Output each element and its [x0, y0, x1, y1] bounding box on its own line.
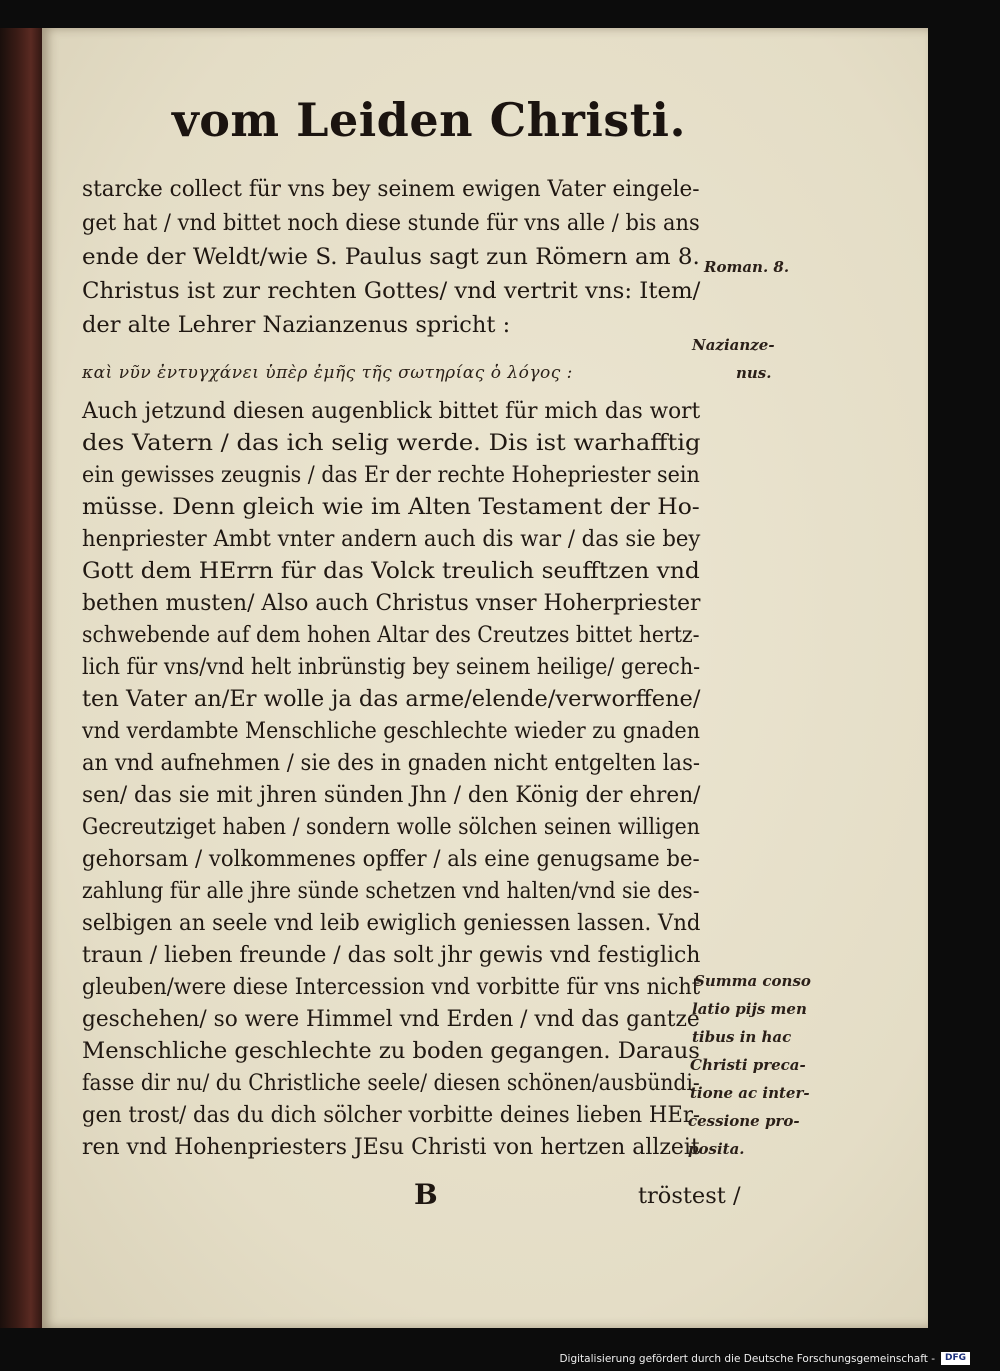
- text-line: starcke collect für vns bey seinem ewigen Vater eingele-: [82, 176, 700, 202]
- marginal-note-summa: tibus in hac: [692, 1028, 792, 1046]
- digitization-footer: [559, 1352, 970, 1365]
- text-line: gleuben/were diese Intercession vnd vorbitte für vns nicht: [82, 974, 701, 1000]
- text-line: ein gewisses zeugnis / das Er der rechte Hohepriester sein: [82, 462, 700, 488]
- text-line: Menschliche geschlechte zu boden gegangen. Daraus: [82, 1038, 700, 1064]
- marginal-note-summa: tione ac inter-: [690, 1084, 810, 1102]
- text-line: zahlung für alle jhre sünde schetzen vnd halten/vnd sie des-: [82, 878, 700, 904]
- text-line: vnd verdambte Menschliche geschlechte wieder zu gnaden: [82, 718, 700, 744]
- running-head: vom Leiden Christi.: [172, 93, 686, 147]
- text-line: ten Vater an/Er wolle ja das arme/elende/verworffene/: [82, 686, 701, 712]
- text-line: gen trost/ das du dich sölcher vorbitte deines lieben HEr-: [82, 1102, 701, 1128]
- footer-credit: Digitalisierung gefördert durch die Deutsche Forschungsgemeinschaft -: [559, 1352, 935, 1365]
- dfg-logo: DFG: [941, 1352, 970, 1365]
- marginal-note-summa: latio pijs men: [692, 1000, 807, 1018]
- text-line: Gott dem HErrn für das Volck treulich seufftzen vnd: [82, 558, 700, 584]
- book-binding-edge: [0, 28, 44, 1328]
- text-line: geschehen/ so were Himmel vnd Erden / vnd das gantze: [82, 1006, 700, 1032]
- text-line: selbigen an seele vnd leib ewiglich geniessen lassen. Vnd: [82, 910, 701, 936]
- text-line: an vnd aufnehmen / sie des in gnaden nicht entgelten las-: [82, 750, 701, 776]
- text-line: lich für vns/vnd helt inbrünstig bey seinem heilige/ gerech-: [82, 654, 701, 680]
- text-line: traun / lieben freunde / das solt jhr gewis vnd festiglich: [82, 942, 701, 968]
- text-line: fasse dir nu/ du Christliche seele/ diesen schönen/ausbündi-: [82, 1070, 700, 1096]
- greek-quotation: καὶ νῦν ἐντυγχάνει ὑπὲρ ἐμῆς τῆς σωτηρίας ὁ λόγος :: [82, 363, 573, 383]
- marginal-note-summa: posita.: [688, 1140, 745, 1158]
- text-line: Auch jetzund diesen augenblick bittet für mich das wort: [82, 398, 701, 424]
- text-line: gehorsam / volkommenes opffer / als eine genugsame be-: [82, 846, 700, 872]
- marginal-note-summa: cessione pro-: [688, 1112, 800, 1130]
- text-line: schwebende auf dem hohen Altar des Creutzes bittet hertz-: [82, 622, 700, 648]
- marginal-note-nazianzenus: nus.: [736, 364, 772, 382]
- text-line: henpriester Ambt vnter andern auch dis war / das sie bey: [82, 526, 701, 552]
- book-page: [42, 28, 928, 1328]
- marginal-note-nazianzenus: Nazianze-: [692, 336, 775, 354]
- text-line: Gecreutziget haben / sondern wolle sölchen seinen willigen: [82, 814, 700, 840]
- marginal-note-summa: Christi preca-: [690, 1056, 806, 1074]
- marginal-note-romans: Roman. 8.: [704, 258, 790, 276]
- text-line: get hat / vnd bittet noch diese stunde für vns alle / bis ans: [82, 210, 700, 236]
- text-line: ende der Weldt/wie S. Paulus sagt zun Römern am 8.: [82, 244, 700, 270]
- text-line: der alte Lehrer Nazianzenus spricht :: [82, 312, 511, 338]
- text-line: des Vatern / das ich selig werde. Dis ist warhafftig: [82, 430, 701, 456]
- text-line: Christus ist zur rechten Gottes/ vnd vertrit vns: Item/: [82, 278, 701, 304]
- text-line: müsse. Denn gleich wie im Alten Testament der Ho-: [82, 494, 700, 520]
- text-line: sen/ das sie mit jhren sünden Jhn / den König der ehren/: [82, 782, 701, 808]
- marginal-note-summa: Summa conso: [694, 972, 811, 990]
- catchword: tröstest /: [638, 1183, 741, 1209]
- text-line: bethen musten/ Also auch Christus vnser Hoherpriester: [82, 590, 701, 616]
- text-line: ren vnd Hohenpriesters JEsu Christi von hertzen allzeit: [82, 1134, 700, 1160]
- signature-mark: B: [414, 1178, 438, 1211]
